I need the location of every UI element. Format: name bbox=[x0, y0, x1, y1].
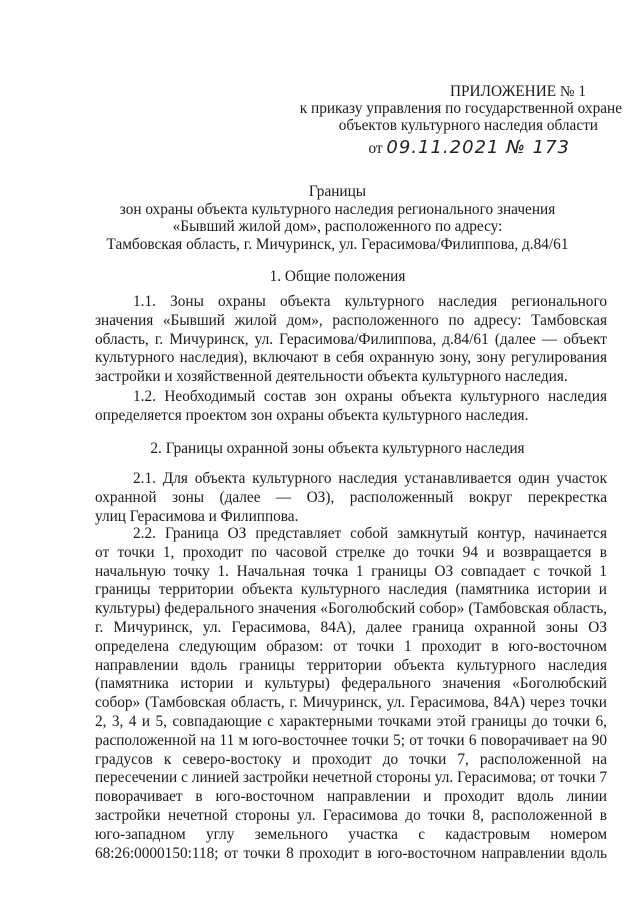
appendix-title: ПРИЛОЖЕНИЕ № 1 bbox=[449, 83, 586, 100]
text-line: определена следующим образом: от точки 1 проходит в юго-восточном bbox=[95, 637, 607, 655]
text-line: пересечении с линией застройки нечетной стороны ул. Герасимова; от точки 7 bbox=[95, 769, 607, 787]
order-reference: к приказу управления по государственной охране bbox=[299, 100, 622, 117]
text-line: охранной зоны (далее — ОЗ), расположенный вокруг перекрестка bbox=[95, 488, 607, 506]
doc-title: Границы bbox=[308, 183, 367, 200]
doc-address: Тамбовская область, г. Мичуринск, ул. Герасимова/Филиппова, д.84/61 bbox=[106, 236, 569, 253]
text-line: 68:26:0000150:118; от точки 8 проходит в юго-восточном направлении вдоль bbox=[95, 844, 607, 862]
text-line: 1.1. Зоны охраны объекта культурного наследия регионального bbox=[133, 293, 607, 310]
handwritten-date-number: 09.11.2021 № 173 bbox=[386, 137, 570, 158]
section-2-paragraph-2 bbox=[95, 525, 607, 863]
text-line: градусов к северо-востоку и проходит до точки 7, расположенной на bbox=[95, 750, 607, 768]
doc-subtitle-2: «Бывший жилой дом», расположенного по адресу: bbox=[172, 218, 503, 235]
text-line: культурного наследия), включают в себя охранную зону, зону регулирования bbox=[95, 349, 607, 367]
text-line: собор» (Тамбовская область, г. Мичуринск, ул. Герасимова, 84А) через точки bbox=[95, 694, 607, 712]
text-line: границы территории объекта культурного наследия (памятника истории и bbox=[95, 581, 607, 599]
text-line: 2, 3, 4 и 5, совпадающие с характерными точками этой границы до точки 6, bbox=[95, 712, 607, 730]
order-date-line bbox=[368, 137, 570, 158]
text-line: расположенной на 11 м юго-восточнее точки 5; от точки 6 поворачивает на 90 bbox=[95, 731, 607, 749]
text-line: г. Мичуринск, ул. Герасимова, 84А), далее граница охранной зоны ОЗ bbox=[95, 618, 607, 636]
text-line: область, г. Мичуринск, ул. Герасимова/Филиппова, д.84/61 (далее — объект bbox=[95, 330, 607, 348]
text-line: культуры) федерального значения «Боголюбский собор» (Тамбовская область, bbox=[95, 600, 607, 618]
text-line: 2.1. Для объекта культурного наследия устанавливается один участок bbox=[133, 470, 607, 487]
text-line: застройки нечетной стороны ул. Герасимова до точки 8, расположенной в bbox=[95, 806, 607, 824]
text-line: от точки 1, проходит по часовой стрелке до точки 94 и возвращается в bbox=[95, 543, 607, 561]
text-line: застройки и хозяйственной деятельности объекта культурного наследия. bbox=[95, 368, 568, 386]
text-line: значения «Бывший жилой дом», расположенного по адресу: Тамбовская bbox=[95, 311, 607, 329]
text-line: направлении вдоль границы территории объекта культурного наследия bbox=[95, 656, 607, 674]
text-line: определяется проектом зон охраны объекта культурного наследия. bbox=[95, 406, 529, 424]
section-2-heading: 2. Границы охранной зоны объекта культурного наследия bbox=[150, 440, 525, 457]
text-line: 2.2. Граница ОЗ представляет собой замкнутый контур, начинается bbox=[133, 525, 607, 542]
text-line: поворачивает в юго-восточном направлении и проходит вдоль линии bbox=[95, 788, 607, 806]
doc-subtitle-1: зон охраны объекта культурного наследия регионального значения bbox=[119, 201, 556, 218]
text-line: 1.2. Необходимый состав зон охраны объекта культурного наследия bbox=[133, 388, 607, 405]
section-2-paragraph-1 bbox=[95, 470, 607, 526]
section-1-paragraph-2 bbox=[95, 388, 607, 426]
text-line: (памятника истории и культуры) федерального значения «Боголюбский bbox=[95, 675, 607, 693]
section-1-heading: 1. Общие положения bbox=[269, 268, 406, 285]
date-prefix: от bbox=[368, 140, 383, 157]
text-line: юго-западном углу земельного участка с кадастровым номером bbox=[95, 825, 607, 843]
text-line: начальную точку 1. Начальная точка 1 границы ОЗ совпадает с точкой 1 bbox=[95, 562, 607, 580]
section-1-paragraph-1 bbox=[95, 293, 607, 387]
text-line: улиц Герасимова и Филиппова. bbox=[95, 507, 299, 525]
order-reference-continued: объектов культурного наследия области bbox=[338, 117, 598, 134]
